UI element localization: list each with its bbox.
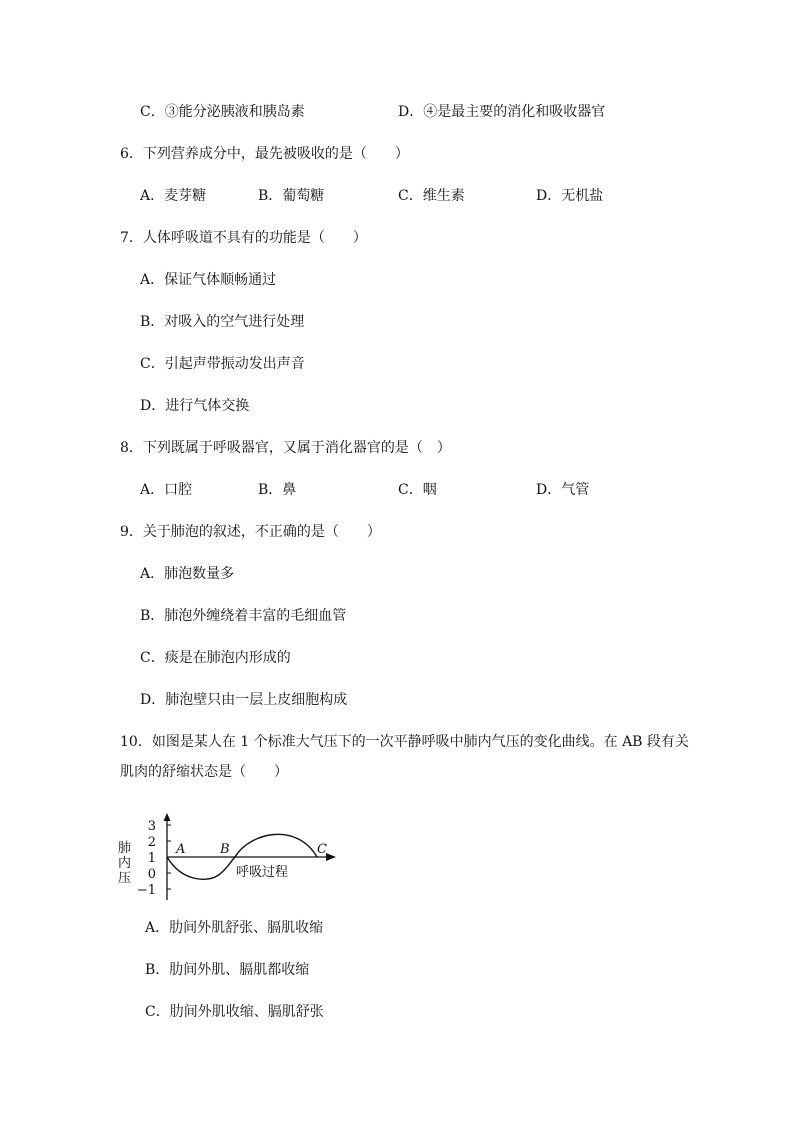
q7-option-b: B．对吸入的空气进行处理 — [140, 314, 305, 330]
q5-option-d: D．④是最主要的消化和吸收器官 — [398, 104, 606, 120]
q8-stem: 8．下列既属于呼吸器官，又属于消化器官的是（ ） — [120, 440, 451, 456]
y-axis-label-char-1: 肺 — [118, 841, 132, 856]
q10-option-c: C．肋间外肌收缩、膈肌舒张 — [145, 1004, 324, 1020]
tick-label-0: 0 — [147, 867, 156, 882]
q10-stem-line1: 10．如图是某人在 1 个标准大气压下的一次平静呼吸中肺内气压的变化曲线。在 AB 段有关 — [120, 734, 689, 750]
point-label-a: A — [176, 842, 186, 857]
q6-option-b: B．葡萄糖 — [258, 188, 325, 204]
x-axis-label: 呼吸过程 — [236, 865, 289, 880]
tick-label-3: 3 — [147, 819, 156, 834]
x-axis-arrow — [326, 853, 336, 861]
q9-option-c: C．痰是在肺泡内形成的 — [140, 650, 291, 666]
point-label-b: B — [220, 842, 230, 857]
pressure-curve-figure — [112, 812, 342, 904]
q6-option-a: A．麦芽糖 — [140, 188, 207, 204]
q9-stem: 9．关于肺泡的叙述，不正确的是（ ） — [120, 524, 381, 540]
q7-option-a: A．保证气体顺畅通过 — [140, 272, 277, 288]
tick-label-minus1: −1 — [136, 883, 156, 898]
q7-option-d: D．进行气体交换 — [140, 398, 250, 414]
q6-option-d: D．无机盐 — [536, 188, 604, 204]
q9-option-d: D．肺泡壁只由一层上皮细胞构成 — [140, 692, 348, 708]
q6-stem: 6．下列营养成分中，最先被吸收的是（ ） — [120, 146, 409, 162]
y-axis-label-char-2: 内 — [118, 856, 132, 871]
q10-option-a: A．肋间外肌舒张、膈肌收缩 — [145, 920, 324, 936]
q8-option-c: C．咽 — [398, 482, 437, 498]
q10-option-b: B．肋间外肌、膈肌都收缩 — [145, 962, 310, 978]
q7-stem: 7．人体呼吸道不具有的功能是（ ） — [120, 230, 367, 246]
y-axis-arrow — [164, 813, 171, 821]
q10-stem-line2: 肌肉的舒缩状态是（ ） — [120, 764, 288, 780]
y-axis-label-char-3: 压 — [118, 871, 132, 886]
tick-label-2: 2 — [147, 835, 156, 850]
q9-option-a: A．肺泡数量多 — [140, 566, 235, 582]
q7-option-c: C．引起声带振动发出声音 — [140, 356, 305, 372]
q8-option-a: A．口腔 — [140, 482, 193, 498]
q6-option-c: C．维生素 — [398, 188, 465, 204]
q8-option-d: D．气管 — [536, 482, 590, 498]
q9-option-b: B．肺泡外缠绕着丰富的毛细血管 — [140, 608, 347, 624]
q5-option-c: C．③能分泌胰液和胰岛素 — [140, 104, 305, 120]
point-label-c: C — [317, 842, 327, 857]
q8-option-b: B．鼻 — [258, 482, 297, 498]
tick-label-1: 1 — [147, 851, 156, 866]
